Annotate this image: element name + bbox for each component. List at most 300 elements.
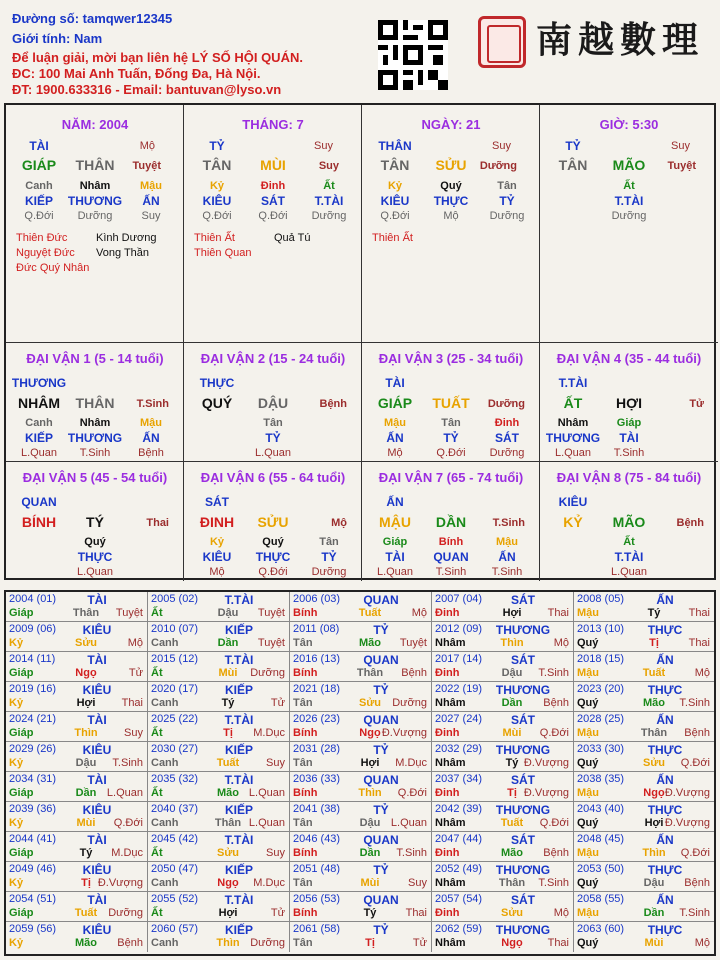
branch-status: Dưỡng: [479, 160, 517, 172]
year-branch: Dần: [643, 907, 665, 919]
year-stage: M.Dục: [253, 877, 285, 889]
top-star: TỶ: [209, 139, 225, 153]
year-stem: Đinh: [435, 667, 460, 679]
year-star: SÁT: [511, 773, 535, 787]
hidden-stem: Ất: [323, 180, 335, 192]
year-cell: [290, 652, 432, 682]
year-branch: Thìn: [358, 787, 382, 799]
year-label: 2028 (25): [577, 713, 625, 725]
year-star: KIÊU: [82, 923, 112, 937]
year-label: 2023 (20): [577, 683, 625, 695]
hidden-star: THỰC: [433, 194, 469, 208]
hidden-stage: T.Sinh: [435, 566, 467, 578]
dai-van-cell: [540, 462, 718, 581]
year-branch: Hợi: [502, 607, 522, 619]
year-star: KIÊU: [82, 743, 112, 757]
hidden-stem: Tân: [441, 417, 461, 429]
year-stem: Tân: [293, 817, 313, 829]
year-stem: Ất: [151, 787, 163, 799]
shensha-item: Vong Thần: [96, 247, 150, 259]
year-label: 2016 (13): [293, 653, 341, 665]
hidden-stem: Tân: [497, 180, 517, 192]
hidden-stage: Suy: [141, 210, 161, 222]
hidden-star: SÁT: [495, 431, 519, 445]
hidden-stage: Q.Đới: [24, 210, 54, 222]
year-stem: Canh: [151, 637, 179, 649]
year-stem: Canh: [151, 697, 179, 709]
hidden-stage: L.Quan: [76, 566, 114, 578]
year-label: 2061 (58): [293, 923, 341, 935]
year-stem: Ất: [151, 907, 163, 919]
year-star: QUAN: [363, 833, 399, 847]
year-label: 2056 (53): [293, 893, 341, 905]
year-branch: Mùi: [644, 937, 664, 949]
year-stage: T.Sinh: [538, 667, 569, 679]
dai-van-star: SÁT: [205, 495, 229, 509]
year-cell: [290, 862, 432, 892]
year-star: QUAN: [363, 593, 399, 607]
year-label: 2054 (51): [9, 893, 57, 905]
year-label: 2035 (32): [151, 773, 199, 785]
year-star: THƯƠNG: [495, 923, 551, 937]
year-stage: Bệnh: [684, 877, 710, 889]
year-label: 2015 (12): [151, 653, 199, 665]
dai-van-star: TÀI: [385, 376, 405, 390]
year-stage: T.Sinh: [396, 847, 427, 859]
earthly-branch: SỬU: [257, 514, 289, 530]
year-stage: Tuyệt: [115, 607, 143, 619]
hidden-stage: T.Sinh: [491, 566, 523, 578]
year-star: SÁT: [511, 893, 535, 907]
heavenly-stem: KỶ: [563, 514, 583, 530]
year-stem: Kỷ: [9, 697, 24, 709]
top-right-status: Suy: [492, 140, 511, 152]
year-stem: Bính: [293, 667, 318, 679]
heavenly-stem: GIÁP: [21, 157, 57, 173]
year-cell: [148, 832, 290, 862]
year-label: 2026 (23): [293, 713, 341, 725]
year-branch: Thìn: [500, 637, 524, 649]
branch-status: Mộ: [331, 517, 347, 529]
hidden-stem: Mậu: [140, 417, 162, 429]
year-stage: Đ.Vượng: [523, 787, 569, 799]
shensha-item: Đức Quý Nhân: [16, 262, 90, 274]
year-stem: Ất: [151, 847, 163, 859]
hidden-stem: Mậu: [496, 536, 518, 548]
year-star: TÀI: [87, 653, 107, 667]
dai-van-title: ĐẠI VẬN 5 (45 - 54 tuổi): [22, 470, 168, 485]
year-star: THƯƠNG: [495, 803, 551, 817]
year-star: TỶ: [373, 863, 389, 877]
hidden-stage: Q.Đới: [202, 210, 232, 222]
top-star: THÂN: [378, 139, 412, 153]
pillar-cell: [6, 105, 184, 343]
year-branch: Tuất: [216, 757, 240, 769]
year-cell: [148, 712, 290, 742]
earthly-branch: DẬU: [257, 395, 289, 411]
year-label: 2017 (14): [435, 653, 483, 665]
year-branch: Tý: [79, 847, 93, 859]
year-label: 2018 (15): [577, 653, 625, 665]
year-branch: Tị: [223, 727, 233, 739]
year-cell: [148, 922, 290, 952]
pillar-title: NGÀY: 21: [421, 117, 481, 132]
hidden-stage: Q.Đới: [258, 566, 288, 578]
year-stage: Dưỡng: [250, 667, 285, 679]
shensha-item: Quả Tú: [274, 232, 311, 244]
year-stage: T.Sinh: [112, 757, 143, 769]
year-branch: Mão: [359, 637, 381, 649]
year-star: KIÊU: [82, 683, 112, 697]
year-star: TÀI: [87, 713, 107, 727]
year-branch: Sửu: [358, 697, 382, 709]
dai-van-title: ĐẠI VẬN 8 (75 - 84 tuổi): [556, 470, 702, 485]
year-star: TỶ: [373, 683, 389, 697]
hidden-star: KIẾP: [24, 194, 54, 208]
year-stage: Bệnh: [543, 697, 569, 709]
year-stage: Thai: [121, 697, 143, 709]
year-stage: Suy: [266, 847, 285, 859]
heavenly-stem: TÂN: [202, 157, 232, 173]
year-stage: Thai: [688, 637, 710, 649]
year-stage: Bệnh: [543, 847, 569, 859]
year-cell: [6, 712, 148, 742]
hidden-stem: Ất: [623, 536, 635, 548]
year-stem: Giáp: [9, 667, 34, 679]
year-branch: Tý: [647, 607, 661, 619]
hidden-star: THƯƠNG: [67, 431, 123, 445]
hidden-stem: Tân: [319, 536, 339, 548]
year-branch: Tị: [649, 637, 659, 649]
dai-van-title: ĐẠI VẬN 1 (5 - 14 tuổi): [26, 351, 164, 366]
year-stem: Đinh: [435, 607, 460, 619]
year-star: TỶ: [373, 743, 389, 757]
hidden-stage: T.Sinh: [79, 447, 111, 459]
year-stem: Tân: [293, 757, 313, 769]
year-stem: Bính: [293, 907, 318, 919]
year-star: TÀI: [87, 893, 107, 907]
year-stem: Kỷ: [9, 637, 24, 649]
year-star: THƯƠNG: [495, 623, 551, 637]
year-label: 2059 (56): [9, 923, 57, 935]
year-stem: Giáp: [9, 607, 34, 619]
year-star: KIÊU: [82, 803, 112, 817]
top-star: TÀI: [29, 139, 49, 153]
year-branch: Hợi: [360, 757, 380, 769]
year-cell: [290, 832, 432, 862]
year-cell: [6, 652, 148, 682]
hidden-stage: Q.Đới: [258, 210, 288, 222]
year-cell: [574, 802, 714, 832]
year-stem: Quý: [577, 637, 599, 649]
year-cell: [6, 622, 148, 652]
year-cell: [574, 712, 714, 742]
branch-status: Tuyệt: [667, 160, 696, 172]
hidden-star: THƯƠNG: [545, 431, 601, 445]
year-branch: Ngọ: [501, 937, 523, 949]
top-right-status: Mộ: [139, 140, 155, 152]
year-branch: Thìn: [74, 727, 98, 739]
hidden-star: THỰC: [255, 550, 291, 564]
earthly-branch: HỢI: [616, 395, 642, 411]
shensha-item: Thiên Đức: [16, 232, 68, 244]
year-label: 2049 (46): [9, 863, 57, 875]
dai-van-title: ĐẠI VẬN 6 (55 - 64 tuổi): [200, 470, 346, 485]
year-label: 2004 (01): [9, 593, 57, 605]
year-label: 2058 (55): [577, 893, 625, 905]
year-branch: Tị: [81, 877, 91, 889]
year-star: THƯƠNG: [495, 863, 551, 877]
year-cell: [574, 772, 714, 802]
year-cell: [574, 892, 714, 922]
year-stem: Nhâm: [435, 757, 466, 769]
year-stem: Nhâm: [435, 937, 466, 949]
year-cell: [6, 682, 148, 712]
year-stem: Giáp: [9, 727, 34, 739]
year-star: QUAN: [363, 713, 399, 727]
year-branch: Mùi: [218, 667, 238, 679]
year-branch: Dần: [75, 787, 97, 799]
year-cell: [290, 622, 432, 652]
year-branch: Mùi: [502, 727, 522, 739]
hidden-star: KIẾP: [24, 431, 54, 445]
year-label: 2022 (19): [435, 683, 483, 695]
year-star: TÀI: [87, 593, 107, 607]
year-stage: Q.Đới: [539, 817, 569, 829]
year-cell: [290, 802, 432, 832]
year-star: TỶ: [373, 923, 389, 937]
year-cell: [6, 592, 148, 622]
hidden-star: ẤN: [142, 194, 160, 208]
pillar-cell: [540, 105, 718, 343]
year-stem: Kỷ: [9, 877, 24, 889]
year-star: QUAN: [363, 653, 399, 667]
hidden-stage: Dưỡng: [77, 210, 113, 222]
hidden-stage: Dưỡng: [311, 210, 347, 222]
year-cell: [148, 742, 290, 772]
year-star: TỶ: [373, 803, 389, 817]
hidden-stem: Nhâm: [557, 417, 589, 429]
year-cell: [6, 892, 148, 922]
hidden-stem: Bính: [438, 536, 464, 548]
year-stage: T.Sinh: [679, 907, 710, 919]
year-cell: [432, 622, 574, 652]
year-cell: [574, 742, 714, 772]
top-right-status: Suy: [671, 140, 690, 152]
year-stem: Kỷ: [9, 937, 24, 949]
shensha-item: Thiên Ất: [372, 232, 413, 244]
year-label: 2024 (21): [9, 713, 57, 725]
hidden-stage: Dưỡng: [311, 566, 347, 578]
hidden-stem: Mậu: [140, 180, 162, 192]
dai-van-star: ẤN: [386, 495, 404, 509]
year-star: ẤN: [656, 593, 674, 607]
year-star: ẤN: [656, 893, 674, 907]
year-stage: Tử: [270, 907, 285, 919]
year-branch: Dậu: [75, 757, 97, 769]
year-label: 2041 (38): [293, 803, 341, 815]
qr-code[interactable]: [378, 20, 448, 90]
year-star: QUAN: [363, 773, 399, 787]
year-stem: Đinh: [435, 787, 460, 799]
year-branch: Ngọ: [643, 787, 665, 799]
hidden-star: T.TÀI: [614, 194, 644, 208]
year-cell: [148, 622, 290, 652]
year-branch: Ngọ: [359, 727, 381, 739]
year-stage: Mộ: [553, 907, 569, 919]
year-cell: [148, 682, 290, 712]
year-stem: Nhâm: [435, 817, 466, 829]
chart-grid: [4, 103, 716, 580]
year-cell: [6, 742, 148, 772]
year-branch: Tuất: [358, 607, 382, 619]
year-stem: Bính: [293, 727, 318, 739]
year-branch: Tuất: [500, 817, 524, 829]
dai-van-cell: [6, 462, 184, 581]
year-stem: Kỷ: [9, 757, 24, 769]
year-stage: L.Quan: [248, 787, 285, 799]
year-star: KIẾP: [224, 623, 253, 637]
year-stem: Đinh: [435, 907, 460, 919]
year-star: ẤN: [656, 713, 674, 727]
hidden-stem: Ất: [623, 180, 635, 192]
year-branch: Ngọ: [217, 877, 239, 889]
year-label: 2052 (49): [435, 863, 483, 875]
year-branch: Dậu: [359, 817, 381, 829]
year-cell: [290, 712, 432, 742]
year-stem: Ất: [151, 607, 163, 619]
year-stage: Suy: [408, 877, 427, 889]
hidden-star: THƯƠNG: [67, 194, 123, 208]
year-label: 2063 (60): [577, 923, 625, 935]
hidden-stem: Kỷ: [387, 180, 403, 192]
year-cell: [290, 592, 432, 622]
year-star: T.TÀI: [224, 653, 254, 667]
year-star: KIẾP: [224, 743, 253, 757]
earthly-branch: DẦN: [435, 514, 467, 530]
dai-van-title: ĐẠI VẬN 2 (15 - 24 tuổi): [200, 351, 346, 366]
year-stage: M.Dục: [253, 727, 285, 739]
earthly-branch: MÃO: [612, 514, 646, 530]
year-stem: Giáp: [9, 907, 34, 919]
year-stage: Tử: [128, 667, 143, 679]
year-star: THỰC: [647, 683, 683, 697]
year-branch: Sửu: [500, 907, 524, 919]
branch-status: Tử: [689, 398, 704, 410]
year-stage: Q.Đới: [539, 727, 569, 739]
year-branch: Sửu: [74, 637, 98, 649]
hidden-star: ẤN: [386, 431, 404, 445]
year-cell: [290, 742, 432, 772]
dai-van-cell: [540, 343, 718, 462]
shensha-item: Nguyệt Đức: [16, 247, 75, 259]
year-label: 2045 (42): [151, 833, 199, 845]
year-stem: Nhâm: [435, 637, 466, 649]
top-star: TỶ: [565, 139, 581, 153]
branch-status: Tuyệt: [132, 160, 161, 172]
year-star: T.TÀI: [224, 833, 254, 847]
year-star: TÀI: [87, 833, 107, 847]
year-cell: [148, 652, 290, 682]
year-stage: Thai: [547, 607, 569, 619]
hidden-stem: Đinh: [494, 417, 520, 429]
year-stem: Ất: [151, 727, 163, 739]
year-branch: Tý: [221, 697, 235, 709]
year-star: THỰC: [647, 803, 683, 817]
year-star: KIẾP: [224, 683, 253, 697]
year-branch: Thân: [356, 667, 384, 679]
dai-van-cell: [184, 343, 362, 462]
year-stage: Bệnh: [117, 937, 143, 949]
branch-status: T.Sinh: [136, 398, 169, 410]
year-cell: [148, 892, 290, 922]
year-label: 2036 (33): [293, 773, 341, 785]
heavenly-stem: QUÝ: [201, 395, 233, 411]
hidden-star: QUAN: [433, 550, 469, 564]
year-branch: Thân: [214, 817, 242, 829]
year-star: TỶ: [373, 623, 389, 637]
year-cell: [6, 832, 148, 862]
hidden-stage: Dưỡng: [611, 210, 647, 222]
year-label: 2033 (30): [577, 743, 625, 755]
year-label: 2062 (59): [435, 923, 483, 935]
hidden-star: SÁT: [261, 194, 285, 208]
top-right-status: Suy: [314, 140, 333, 152]
hidden-stem: Quý: [440, 180, 462, 192]
year-cell: [432, 742, 574, 772]
year-cell: [432, 892, 574, 922]
dai-van-star: THỰC: [199, 376, 235, 390]
year-stem: Tân: [293, 877, 313, 889]
pillar-cell: [184, 105, 362, 343]
year-star: T.TÀI: [224, 593, 254, 607]
hidden-star: T.TÀI: [314, 194, 344, 208]
year-stem: Canh: [151, 817, 179, 829]
year-stage: Suy: [266, 757, 285, 769]
year-stem: Tân: [293, 637, 313, 649]
year-label: 2031 (28): [293, 743, 341, 755]
hidden-star: KIÊU: [380, 194, 410, 208]
year-branch: Thìn: [642, 847, 666, 859]
year-label: 2043 (40): [577, 803, 625, 815]
year-label: 2034 (31): [9, 773, 57, 785]
year-stage: Thai: [688, 607, 710, 619]
year-stage: Đ.Vượng: [523, 757, 569, 769]
dai-van-star: QUAN: [21, 495, 57, 509]
year-stem: Quý: [577, 877, 599, 889]
heavenly-stem: ẤT: [563, 395, 583, 411]
hidden-star: TÀI: [385, 550, 405, 564]
year-branch: Mùi: [360, 877, 380, 889]
year-stem: Quý: [577, 757, 599, 769]
year-cell: [574, 922, 714, 952]
year-cell: [574, 832, 714, 862]
year-star: T.TÀI: [224, 773, 254, 787]
dai-van-cell: [362, 343, 540, 462]
year-stage: M.Dục: [395, 757, 427, 769]
year-stem: Canh: [151, 877, 179, 889]
hidden-star: TÀI: [619, 431, 639, 445]
year-cell: [432, 862, 574, 892]
pillar-cell: [362, 105, 540, 343]
dai-van-star: T.TÀI: [558, 376, 588, 390]
heavenly-stem: MẬU: [379, 514, 411, 530]
year-stage: Dưỡng: [108, 907, 143, 919]
year-label: 2050 (47): [151, 863, 199, 875]
seal-stamp-icon: [478, 16, 526, 68]
year-cell: [574, 862, 714, 892]
hidden-stage: Mộ: [387, 447, 403, 459]
